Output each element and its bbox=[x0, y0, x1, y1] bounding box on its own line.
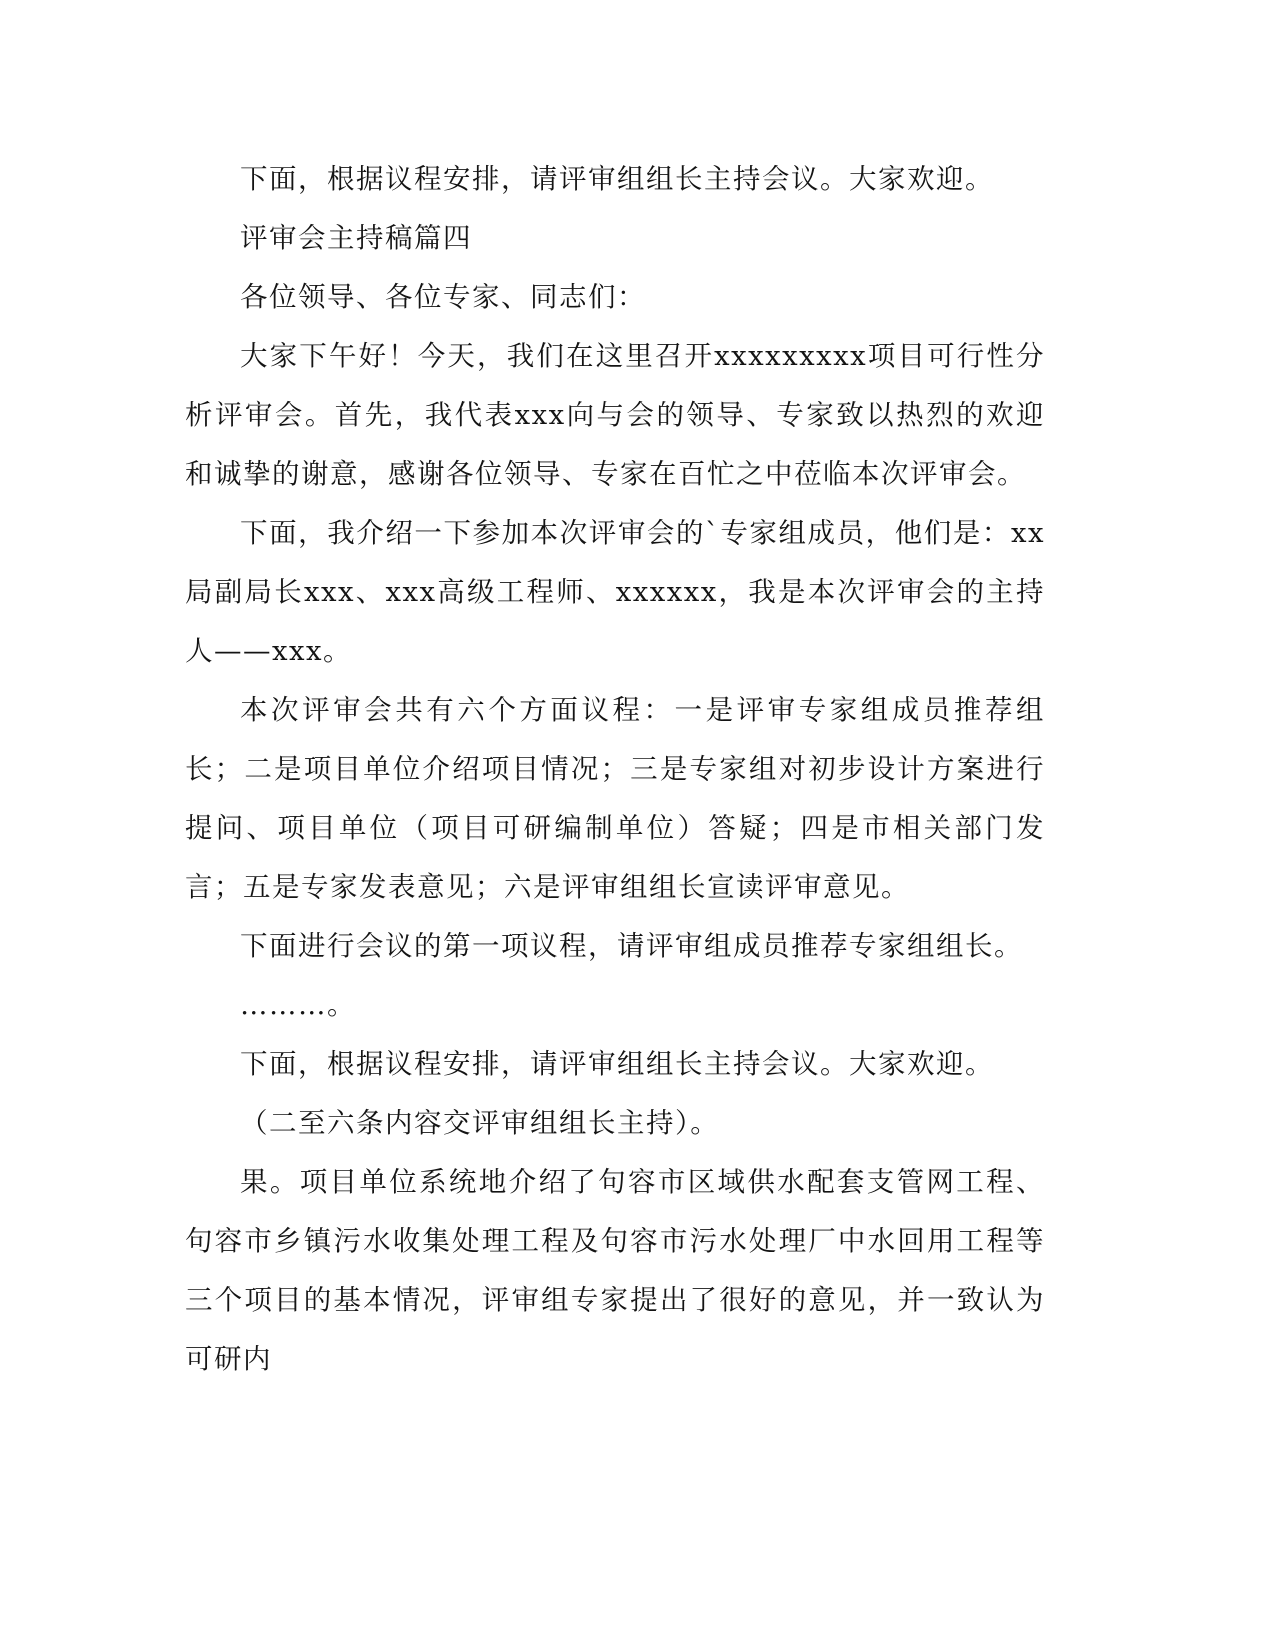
salutation: 各位领导、各位专家、同志们： bbox=[240, 281, 646, 313]
paragraph: 下面，我介绍一下参加本次评审会的`专家组成员，他们是：xx局副局长xxx、xxx高级工程师、xxxxxx，我是本次评审会的主持人——xxx。 bbox=[185, 517, 1045, 667]
paragraph: 下面，根据议程安排，请评审组组长主持会议。大家欢迎。 bbox=[240, 163, 994, 195]
paragraph: 果。项目单位系统地介绍了句容市区域供水配套支管网工程、句容市乡镇污水收集处理工程及句容市污水处理厂中水回用工程等三个项目的基本情况，评审组专家提出了很好的意见，并一致认为可研内 bbox=[185, 1166, 1045, 1375]
paragraph: 本次评审会共有六个方面议程：一是评审专家组成员推荐组长；二是项目单位介绍项目情况；三是专家组对初步设计方案进行提问、项目单位（项目可研编制单位）答疑；四是市相关部门发言；五是专家发表意见；六是评审组组长宣读评审意见。 bbox=[185, 694, 1045, 903]
ellipsis-line: ………。 bbox=[240, 989, 356, 1021]
paragraph: 下面，根据议程安排，请评审组组长主持会议。大家欢迎。 bbox=[240, 1048, 994, 1080]
document-body bbox=[185, 150, 1045, 1389]
section-heading: 评审会主持稿篇四 bbox=[240, 222, 472, 254]
paragraph: 大家下午好！今天，我们在这里召开xxxxxxxxx项目可行性分析评审会。首先，我代表xxx向与会的领导、专家致以热烈的欢迎和诚挚的谢意，感谢各位领导、专家在百忙之中莅临本次评审会。 bbox=[185, 340, 1045, 490]
parenthetical-note: （二至六条内容交评审组组长主持）。 bbox=[240, 1107, 720, 1139]
paragraph: 下面进行会议的第一项议程，请评审组成员推荐专家组组长。 bbox=[240, 930, 1023, 962]
